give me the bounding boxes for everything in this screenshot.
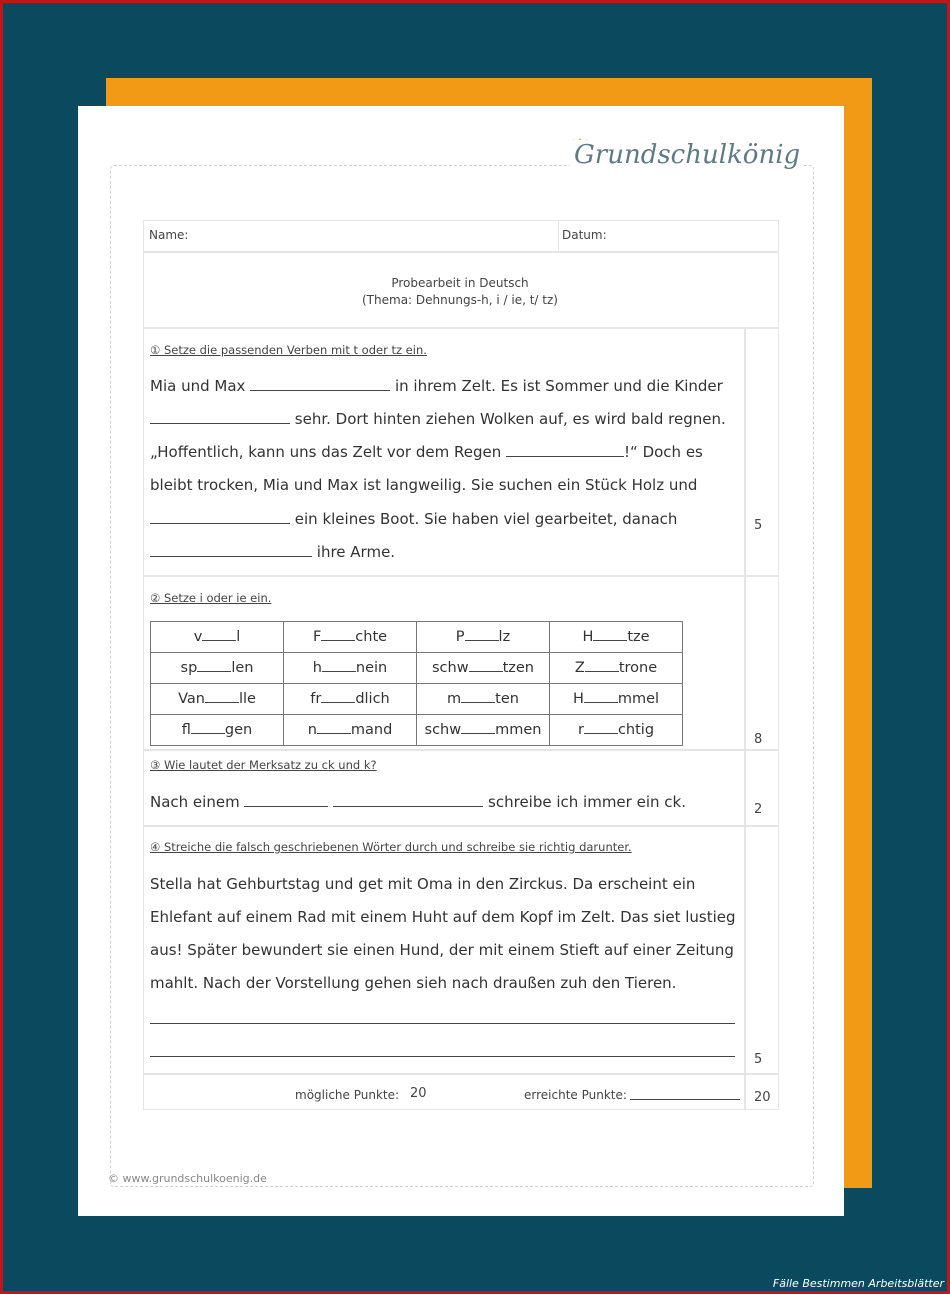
table-row: [151, 684, 683, 715]
possible-points-value: 20: [410, 1086, 427, 1101]
word-prefix: fr: [310, 691, 322, 707]
answer-blank[interactable]: [150, 555, 312, 557]
answer-blank[interactable]: [321, 639, 355, 641]
task1-heading: ① Setze die passenden Verben mit t oder tz ein.: [150, 343, 427, 357]
word-suffix: mmen: [495, 722, 542, 738]
task1-line-3: „Hoffentlich, kann uns das Zelt vor dem Regen !“ Doch es: [150, 443, 703, 461]
word-prefix: m: [447, 691, 462, 707]
task4-line-3: aus! Später bewundert sie einen Hund, der mit einem Stieft auf einer Zeitung: [150, 941, 734, 959]
word-prefix: h: [312, 660, 322, 676]
word-prefix: schw: [424, 722, 462, 738]
answer-blank[interactable]: [506, 455, 624, 457]
name-label: Name:: [149, 228, 189, 242]
i-ie-table: [150, 621, 683, 746]
word-suffix: dlich: [355, 691, 390, 707]
word-suffix: mmel: [617, 691, 660, 707]
image-caption: Fälle Bestimmen Arbeitsblätter: [772, 1277, 944, 1290]
word-prefix: F: [312, 629, 322, 645]
task4-points-box: [745, 826, 779, 1074]
table-row: [151, 622, 683, 653]
word-prefix: schw: [432, 660, 469, 676]
word-cell: [284, 715, 417, 746]
title-line-1: Probearbeit in Deutsch: [391, 276, 529, 290]
word-cell: [550, 715, 683, 746]
writing-line[interactable]: [150, 1023, 735, 1024]
possible-points-label: mögliche Punkte:: [295, 1088, 400, 1102]
brand-logo: Grundschulkönig: [570, 140, 804, 170]
task2-points: 8: [754, 732, 763, 747]
answer-blank[interactable]: [333, 805, 483, 807]
word-prefix: P: [455, 629, 465, 645]
answer-blank[interactable]: [584, 701, 618, 703]
total-points: 20: [754, 1090, 771, 1105]
word-suffix: ten: [495, 691, 519, 707]
answer-blank[interactable]: [322, 670, 356, 672]
name-date-divider: [558, 220, 559, 250]
word-suffix: gen: [224, 722, 253, 738]
task4-line-4: mahlt. Nach der Vorstellung gehen sieh nach draußen zuh den Tieren.: [150, 974, 677, 992]
writing-line[interactable]: [150, 1056, 735, 1057]
achieved-points-blank[interactable]: [630, 1099, 740, 1100]
answer-blank[interactable]: [250, 389, 390, 391]
answer-blank[interactable]: [244, 805, 328, 807]
word-prefix: H: [572, 691, 584, 707]
task3-points: 2: [754, 802, 763, 817]
table-row: [151, 653, 683, 684]
answer-blank[interactable]: [197, 670, 231, 672]
word-cell: [417, 715, 550, 746]
task1-line-5: ein kleines Boot. Sie haben viel gearbeitet, danach: [150, 510, 677, 528]
answer-blank[interactable]: [593, 639, 627, 641]
answer-blank[interactable]: [469, 670, 503, 672]
task4-line-1: Stella hat Gehburtstag und get mit Oma in den Zirckus. Da erscheint ein: [150, 875, 696, 893]
word-suffix: trone: [618, 660, 658, 676]
word-cell: [151, 653, 284, 684]
copyright-url: © www.grundschulkoenig.de: [108, 1172, 267, 1185]
word-cell: [151, 684, 284, 715]
answer-blank[interactable]: [321, 701, 355, 703]
answer-blank[interactable]: [202, 639, 236, 641]
word-cell: [151, 622, 284, 653]
word-suffix: l: [236, 629, 241, 645]
word-prefix: n: [307, 722, 317, 738]
task1-line-2: sehr. Dort hinten ziehen Wolken auf, es wird bald regnen.: [150, 410, 726, 428]
task4-line-2: Ehlefant auf einem Rad mit einem Huht auf dem Kopf im Zelt. Das siet lustieg: [150, 908, 736, 926]
task4-points: 5: [754, 1052, 763, 1067]
word-suffix: chtig: [617, 722, 655, 738]
word-suffix: lz: [498, 629, 511, 645]
word-cell: [284, 684, 417, 715]
answer-blank[interactable]: [317, 732, 351, 734]
answer-blank[interactable]: [461, 732, 495, 734]
title-box: [143, 252, 779, 328]
word-cell: [284, 653, 417, 684]
word-cell: [550, 622, 683, 653]
name-date-box: [143, 220, 779, 252]
task1-points: 5: [754, 518, 763, 533]
word-cell: [550, 653, 683, 684]
word-cell: [151, 715, 284, 746]
word-prefix: v: [193, 629, 203, 645]
date-label: Datum:: [562, 228, 607, 242]
word-cell: [417, 622, 550, 653]
answer-blank[interactable]: [191, 732, 225, 734]
answer-blank[interactable]: [585, 670, 619, 672]
title-line-2: (Thema: Dehnungs-h, i / ie, t/ tz): [362, 293, 558, 307]
task3-heading: ③ Wie lautet der Merksatz zu ck und k?: [150, 758, 377, 772]
word-suffix: mand: [350, 722, 393, 738]
answer-blank[interactable]: [584, 732, 618, 734]
task1-line-6: ihre Arme.: [150, 543, 395, 561]
word-prefix: H: [582, 629, 594, 645]
answer-blank[interactable]: [150, 422, 290, 424]
word-suffix: len: [231, 660, 254, 676]
table-row: [151, 715, 683, 746]
word-cell: [417, 684, 550, 715]
word-prefix: fl: [181, 722, 191, 738]
task1-points-box: [745, 328, 779, 576]
word-suffix: nein: [355, 660, 388, 676]
answer-blank[interactable]: [205, 701, 239, 703]
task1-line-4: bleibt trocken, Mia und Max ist langweilig. Sie suchen ein Stück Holz und: [150, 476, 698, 494]
task1-line-1: Mia und Max in ihrem Zelt. Es ist Sommer und die Kinder: [150, 377, 723, 395]
word-cell: [550, 684, 683, 715]
word-prefix: sp: [180, 660, 198, 676]
word-prefix: r: [577, 722, 584, 738]
answer-blank[interactable]: [465, 639, 499, 641]
task3-line: Nach einem schreibe ich immer ein ck.: [150, 793, 686, 811]
word-prefix: Van: [178, 691, 205, 707]
task4-heading: ④ Streiche die falsch geschriebenen Wörter durch und schreibe sie richtig darunter.: [150, 840, 632, 854]
word-suffix: lle: [238, 691, 256, 707]
answer-blank[interactable]: [150, 522, 290, 524]
word-cell: [284, 622, 417, 653]
task2-heading: ② Setze i oder ie ein.: [150, 591, 272, 605]
summary-box: [143, 1074, 745, 1110]
word-suffix: chte: [355, 629, 388, 645]
word-suffix: tze: [627, 629, 650, 645]
answer-blank[interactable]: [461, 701, 495, 703]
word-cell: [417, 653, 550, 684]
word-suffix: tzen: [502, 660, 534, 676]
task2-points-box: [745, 576, 779, 750]
word-prefix: Z: [574, 660, 585, 676]
achieved-points-label: erreichte Punkte:: [524, 1088, 627, 1102]
